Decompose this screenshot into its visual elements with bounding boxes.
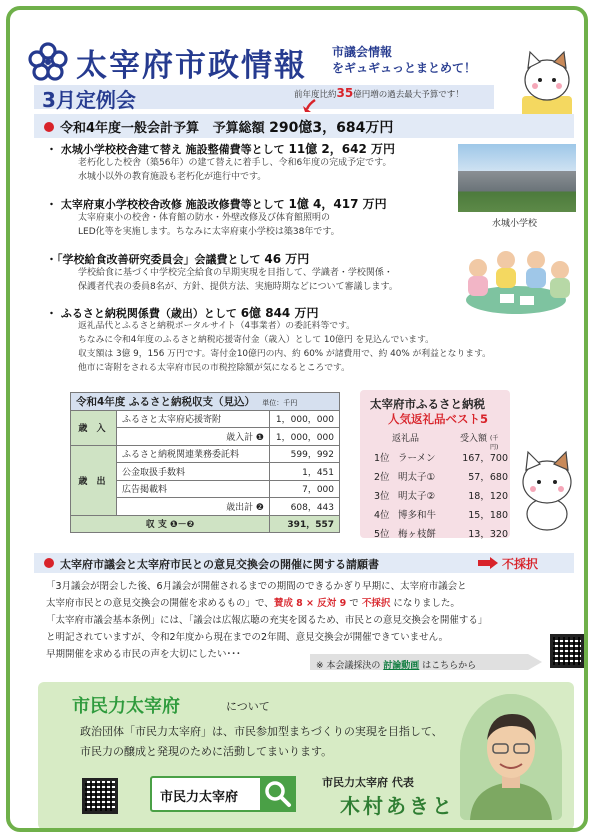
page-subtitle: 市議会情報 をギュギュっとまとめて！ [332, 45, 477, 75]
group-name: 市民力太宰府 [72, 696, 180, 717]
search-icon [260, 776, 296, 812]
search-button[interactable] [260, 776, 296, 812]
petition-result: 不採択 [502, 557, 539, 571]
page-title: 太宰府市政情報 [76, 48, 307, 84]
item-description: 太宰府東小の校舎・体育館の防水・外壁改修及び体育館照明の LED化等を実施します。ちなみに太宰府東小学校は築38年です。 [78, 213, 340, 237]
qr-code-icon[interactable] [550, 634, 584, 668]
bullet-dot-icon [44, 558, 54, 568]
table-row: 公金取扱手数料 1，451 [71, 463, 340, 481]
budget-item: ・ 水城小学校校舎建て替え 施設整備費等として 11億 2，642 万円 [46, 142, 395, 156]
search-text: 市民力太宰府 [160, 790, 239, 805]
best5-title: 太宰府市ふるさと納税 [370, 397, 485, 411]
right-arrow-icon [478, 557, 498, 569]
budget-item: ・ 太宰府東小学校校舎改修 施設改修費等として 1億 4，417 万円 [46, 197, 387, 211]
hometown-tax-table: 令和4年度 ふるさと納税収支（見込） 単位：千円 歳 入 ふるさと太宰府応援寄附 1，000，000 歳入計 ❶ 1，000，000 歳 出 ふるさと納税関連業務委託料 599，992 公金取扱手数料 1，451 広告掲載料 7，000 歳出計 ❷ 608，443 収 支 ❶－❷ 391，557 [70, 392, 340, 533]
budget-item: ・「学校給食改善研究委員会」会議費として 46 万円 [46, 252, 310, 266]
qr-code-icon[interactable] [82, 778, 118, 814]
petition-heading: 太宰府市議会と太宰府市民との意見交換会の開催に関する請願書 [44, 556, 379, 572]
plum-blossom-logo-icon [28, 42, 68, 82]
bullet-dot-icon [44, 122, 54, 132]
group-description: 政治団体「市民力太宰府」は、市民参加型まちづくりの実現を目指して、市民力の醸成と発現のために活動してまいります。 [80, 725, 443, 758]
table-row: 歳入計 ❶ 1，000，000 [71, 428, 340, 446]
table-row: 歳 入 ふるさと太宰府応援寄附 1，000，000 [71, 410, 340, 428]
meeting-illustration [456, 242, 576, 320]
flyer: 太宰府市政情報 市議会情報 をギュギュっとまとめて！ 3月定例会 前年度比約35億円増の過去最大予算です！ 令和4年度一般会計予算 予算総額 290億3，684万円 ・ 水城小学校校舎建て替え 施設整備費等として 11億 2，642 万円 老朽化した校舎（築56年）の建て替えに着手し、令和6年度の完成予定です。 水城小以外の教育施設も老朽化が進行中です。 ・ 太宰府東小学校校舎改修 施設改修費等として 1億 4，417 万円 太宰府東小の校舎・体育館の防水・外壁改修及び体育館照明の LED化等を実施します。ちなみに太宰府東小学校は築38年です。 ・「学校給食改善研究委員会」会議費として 46 万円 学校給食に基づく中学校完全給食の早期実現を目指して、学識者・学校関係・ 保護者代表の委員8名が、方針、提供方法、実施時期などについて審議します。 ・ ふるさと納税関係費（歳出）として 6億 844 万円 返礼品代とふるさと納税ポータルサイト（4事業者）の委託料等です。 ちなみに令和4年度のふるさと納税応援寄付金（歳入）として 10億円 を見込んでいます。 収支額は 3億 9，156 万円です。寄付金10億円の内、約 60% が諸費用で、約 40% が利益となります。 他市に寄附をされる太宰府市民の市税控除額が気になるところです。 水城小学校 令和4年度 ふるさと納税収支（見込） 単位：千円 歳 入 ふるさと太宰府応援寄附 1，000，000 歳入計 ❶ 1，000，000 歳 出 ふるさと納税関連業務委託料 599，992 公金取扱手数料 1，451 広告掲載料 7，000 歳出計 ❷ 608，443 収 支 ❶－❷ 391，557 太宰府市ふるさと納税 人気返礼品ベスト5 返礼品 受入額 (千円) 1位 ラーメン 167，700 2位 明太子① 57，680 3位 明太子② 18，120 4位 博多和牛 15，180 5位 梅ヶ枝餅 13，320 太宰府市議会と太宰府市民との意見交換会の開催に関する請願書 不採択 「3月議会が閉会した後、6月議会が開催されるまでの期間のできるかぎり早期に、太宰府市議会と 太宰府市民との意見交換会の開催を求めるもの」で、賛成 8 × 反対 9 で 不採択 になりました。 「太宰府市議会基本条例」には、「議会は広報広聴の充実を図るため、市民との意見交換会を開催する」 と明記されていますが、令和2年度から現在までの2年間、意見交換会が開催できていません。 早期開催を求める市民の声を大切にしたい･･･ ※ 本会議採決の 討論動画 はこちらから 市民力太宰府 について 政治団体「市民力太宰府」は、市民参加型まちづくりの実現を目指して、市民力の醸成と発現のために活動してまいります。 市民力太宰府 市民力太宰府 代表 木村あきと [6, 6, 588, 832]
video-note[interactable]: ※ 本会議採決の 討論動画 はこちらから [316, 661, 477, 671]
budget-item: ・ ふるさと納税関係費（歳出）として 6億 844 万円 [46, 306, 319, 320]
red-arrow-icon [303, 98, 317, 112]
representative-name: 木村あきと [340, 794, 455, 818]
cat-mascot-icon [516, 448, 578, 532]
table-row: 歳 出 ふるさと納税関連業務委託料 599，992 [71, 445, 340, 463]
representative-photo [460, 694, 562, 820]
item-description: 老朽化した校舎（築56年）の建て替えに着手し、令和6年度の完成予定です。 水城小以外の教育施設も老朽化が進行中です。 [78, 158, 392, 182]
previous-year-note: 前年度比約35億円増の過去最大予算です！ [294, 86, 464, 100]
cat-mascot-icon [516, 46, 578, 120]
photo-caption: 水城小学校 [492, 219, 538, 229]
best5-subtitle: 人気返礼品ベスト5 [388, 412, 489, 426]
table-row: 歳出計 ❷ 608，443 [71, 498, 340, 516]
item-description: 返礼品代とふるさと納税ポータルサイト（4事業者）の委託料等です。 ちなみに令和4年度のふるさと納税応援寄付金（歳入）として 10億円 を見込んでいます。 収支額は 3億 9，156 万円です。寄付金10億円の内、約 60% が諸費用で、約 40% が利益となります。 他市に寄附をされる太宰府市民の市税控除額が気になるところです。 [78, 321, 491, 373]
petition-body: 「3月議会が閉会した後、6月議会が開催されるまでの期間のできるかぎり早期に、太宰府市議会と 太宰府市民との意見交換会の開催を求めるもの」で、賛成 8 × 反対 9 で 不採択 になりました。 「太宰府市議会基本条例」には、「議会は広報広聴の充実を図るため、市民との意見交換会を開催する」 と明記されていますが、令和2年度から現在までの2年間、意見交換会が開催できていません。 早期開催を求める市民の声を大切にしたい･･･ [46, 581, 488, 660]
month-title: 3月定例会 [42, 88, 136, 112]
item-description: 学校給食に基づく中学校完全給食の早期実現を目指して、学識者・学校関係・ 保護者代表の委員8名が、方針、提供方法、実施時期などについて審議します。 [78, 268, 398, 292]
budget-heading: 令和4年度一般会計予算 予算総額 290億3，684万円 [44, 117, 393, 137]
table-row: 広告掲載料 7，000 [71, 480, 340, 498]
school-photo [458, 144, 576, 212]
representative-role: 市民力太宰府 代表 [322, 776, 414, 789]
table-row: 収 支 ❶－❷ 391，557 [71, 515, 340, 533]
debate-video-link: 討論動画 [383, 661, 420, 671]
group-about: について [226, 700, 270, 713]
